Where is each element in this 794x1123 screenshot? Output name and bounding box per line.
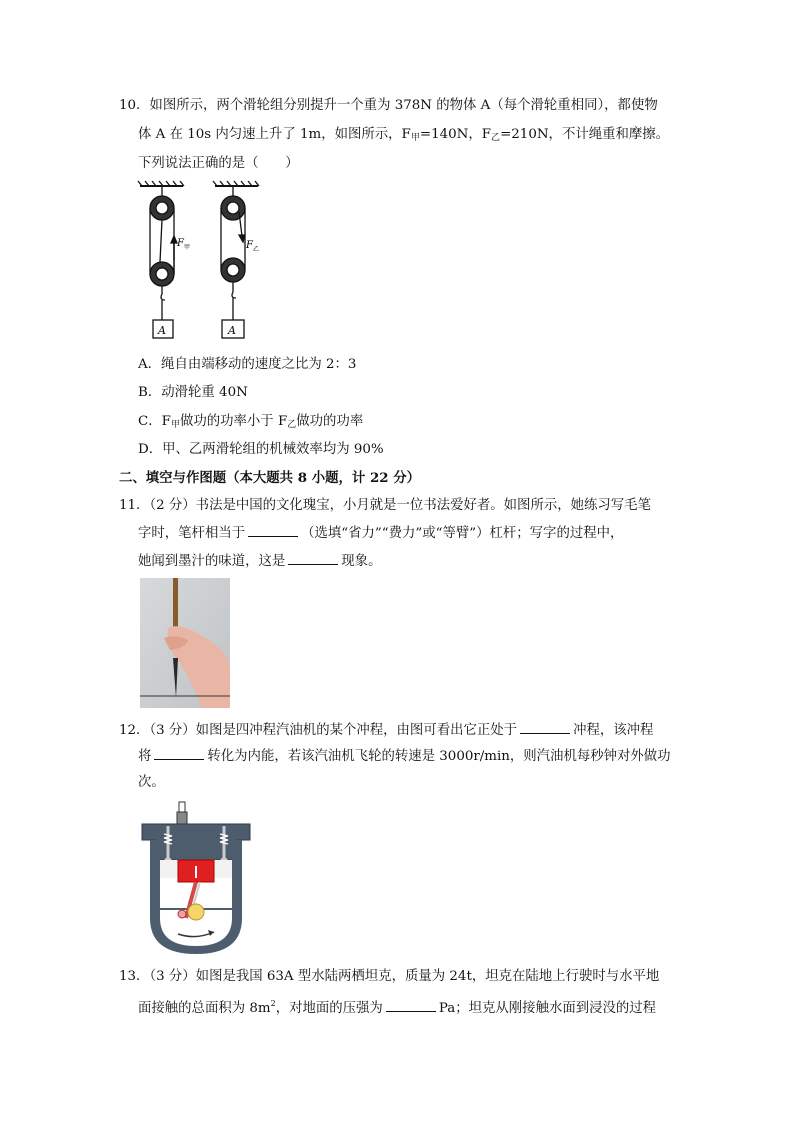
engine-cylinder-figure (138, 800, 254, 956)
q12-line3: 次。 (138, 775, 165, 790)
f-yi-label: F (246, 240, 253, 251)
q13-line2-a: 面接触的总面积为 8m (138, 1001, 271, 1016)
q12-blank-1[interactable] (520, 720, 570, 734)
q11-blank-1[interactable] (248, 523, 298, 537)
sub-jia: 甲 (410, 133, 420, 143)
q11-line3-b: 现象。 (341, 554, 382, 569)
q12-line2 (138, 746, 671, 767)
opt-c-sub1: 甲 (170, 420, 180, 430)
q13-line2 (138, 994, 656, 1019)
block-a-left: A (158, 324, 166, 337)
q11-blank-2[interactable] (288, 551, 338, 565)
q11-line3-a: 她闻到墨汁的味道，这是 (138, 554, 286, 569)
q10-line2-c: =210N，不计绳重和摩擦。 (500, 127, 670, 142)
q12-line1-a: 12．（3 分）如图是四冲程汽油机的某个冲程，由图可看出它正处于 (119, 723, 518, 738)
q10-line1: 10．如图所示，两个滑轮组分别提升一个重为 378N 的物体 A（每个滑轮重相同），都使物 (119, 98, 658, 113)
q10-option-b: B．动滑轮重 40N (138, 385, 248, 400)
q11-line2-b: （选填“省力”“费力”或“等臂”）杠杆；写字的过程中， (301, 526, 624, 541)
block-a-right: A (228, 324, 236, 337)
q12-blank-2[interactable] (154, 746, 204, 760)
section2-heading: 二、填空与作图题（本大题共 8 小题，计 22 分） (119, 470, 421, 486)
q10-line2-b: =140N，F (419, 127, 492, 142)
opt-c-mid: 做功的功率小于 F (179, 414, 288, 429)
q11-line2-a: 字时，笔杆相当于 (138, 526, 246, 541)
q11-line3 (138, 551, 381, 572)
q10-option-a: A．绳自由端移动的速度之比为 2：3 (138, 357, 357, 372)
q13-sup: 2 (270, 999, 276, 1008)
q12-line1-b: 冲程，该冲程 (573, 723, 654, 738)
q10-line2-a: 体 A 在 10s 内匀速上升了 1m，如图所示，F (138, 127, 411, 142)
opt-c-sub2: 乙 (287, 420, 297, 430)
q12-line2-b: 转化为内能，若该汽油机飞轮的转速是 3000r/min，则汽油机每秒钟对外做功 (207, 749, 671, 764)
opt-c-post: 做功的功率 (296, 414, 364, 429)
q10-line2 (138, 125, 669, 148)
q13-line2-b: ，对地面的压强为 (275, 1001, 383, 1016)
q11-line2 (138, 523, 623, 544)
q13-line1: 13．（3 分）如图是我国 63A 型水陆两栖坦克，质量为 24t，坦克在陆地上行驶时与水平地 (119, 969, 660, 984)
q12-line1 (119, 720, 653, 741)
calligraphy-brush-photo (140, 578, 230, 708)
q13-blank-1[interactable] (386, 998, 436, 1012)
q13-line2-c: Pa；坦克从刚接触水面到浸没的过程 (438, 1001, 657, 1016)
opt-c-pre: C．F (138, 414, 171, 429)
q12-line2-a: 将 (138, 749, 152, 764)
q11-line1: 11．（2 分）书法是中国的文化瑰宝，小月就是一位书法爱好者。如图所示，她练习写毛笔 (119, 498, 651, 513)
q10-option-c (138, 412, 363, 435)
f-yi-sub: 乙 (253, 246, 260, 253)
q10-line3: 下列说法正确的是（ ） (138, 156, 299, 171)
f-jia-sub: 甲 (184, 244, 191, 251)
sub-yi: 乙 (491, 133, 501, 143)
f-jia-label: F (177, 238, 184, 249)
q10-option-d: D．甲、乙两滑轮组的机械效率均为 90% (138, 442, 384, 457)
pulley-system-figure (135, 180, 285, 345)
